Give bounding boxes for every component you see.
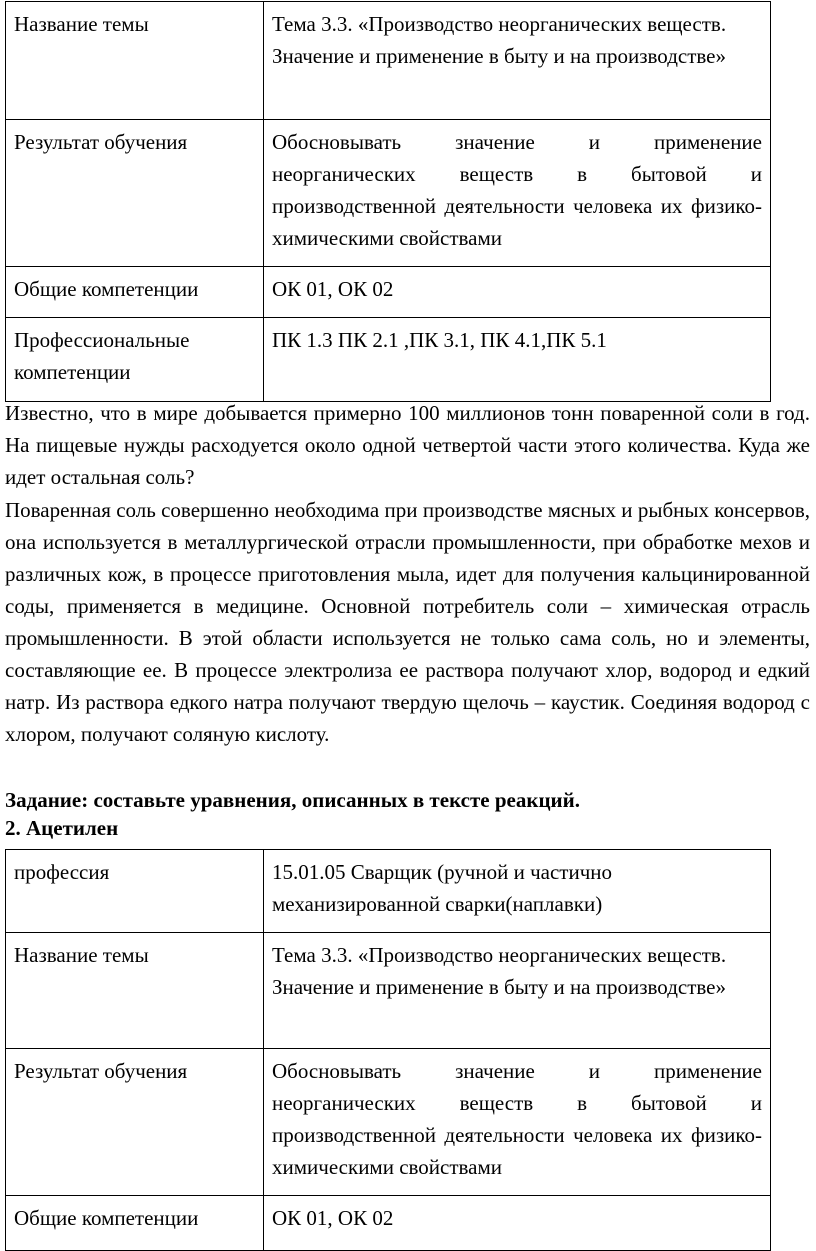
- profession-info-table: [5, 849, 771, 1251]
- body-paragraph: Поваренная соль совершенно необходима при производстве мясных и рыбных консервов, она используется в металлургической отрасли промышленности, при обработке мехов и различных кож, в процессе приготовления мыла, идет для получения кальцинированной соды, применяется в медицине. Основной потребитель соли – химическая отрасль промышленности. В этой области используется не только сама соль, но и элементы, составляющие ее. В процессе электролиза ее раствора получают хлор, водород и едкий натр. Из раствора едкого натра получают твердую щелочь – каустик. Соединяя водород с хлором, получают соляную кислоту.: [5, 498, 810, 746]
- row-label: Название темы: [6, 933, 264, 1049]
- row-value: Обосновывать значение и применение неорганических веществ в бытовой и производственной деятельности человека их физико-химическими свойствами: [264, 120, 771, 267]
- table-row: [6, 267, 771, 318]
- row-label: профессия: [6, 850, 264, 933]
- table-row: [6, 933, 771, 1049]
- row-label: Результат обучения: [6, 120, 264, 267]
- row-value: ОК 01, ОК 02: [264, 267, 771, 318]
- table-row: [6, 1196, 771, 1251]
- row-label: Результат обучения: [6, 1049, 264, 1196]
- table-row: [6, 318, 771, 402]
- topic-info-table: [5, 1, 771, 402]
- row-value: Обосновывать значение и применение неорганических веществ в бытовой и производственной деятельности человека их физико-химическими свойствами: [264, 1049, 771, 1196]
- row-value: ОК 01, ОК 02: [264, 1196, 771, 1251]
- row-label: Название темы: [6, 2, 264, 120]
- table-row: [6, 120, 771, 267]
- intro-paragraph: Известно, что в мире добывается примерно 100 миллионов тонн поваренной соли в год. На пищевые нужды расходуется около одной четвертой части этого количества. Куда же идет остальная соль?: [5, 401, 810, 489]
- table-row: [6, 850, 771, 933]
- section-title: 2. Ацетилен: [5, 816, 119, 840]
- table-row: [6, 1049, 771, 1196]
- row-label: Общие компетенции: [6, 1196, 264, 1251]
- row-value: Тема 3.3. «Производство неорганических веществ. Значение и применение в быту и на производстве»: [264, 2, 771, 120]
- row-label: Профессиональные компетенции: [6, 318, 264, 402]
- row-label: Общие компетенции: [6, 267, 264, 318]
- row-value: Тема 3.3. «Производство неорганических веществ. Значение и применение в быту и на производстве»: [264, 933, 771, 1049]
- row-value: ПК 1.3 ПК 2.1 ,ПК 3.1, ПК 4.1,ПК 5.1: [264, 318, 771, 402]
- row-value: 15.01.05 Сварщик (ручной и частично механизированной сварки(наплавки): [264, 850, 771, 933]
- task-heading: Задание: составьте уравнения, описанных в тексте реакций.: [5, 788, 580, 812]
- table-row: [6, 2, 771, 120]
